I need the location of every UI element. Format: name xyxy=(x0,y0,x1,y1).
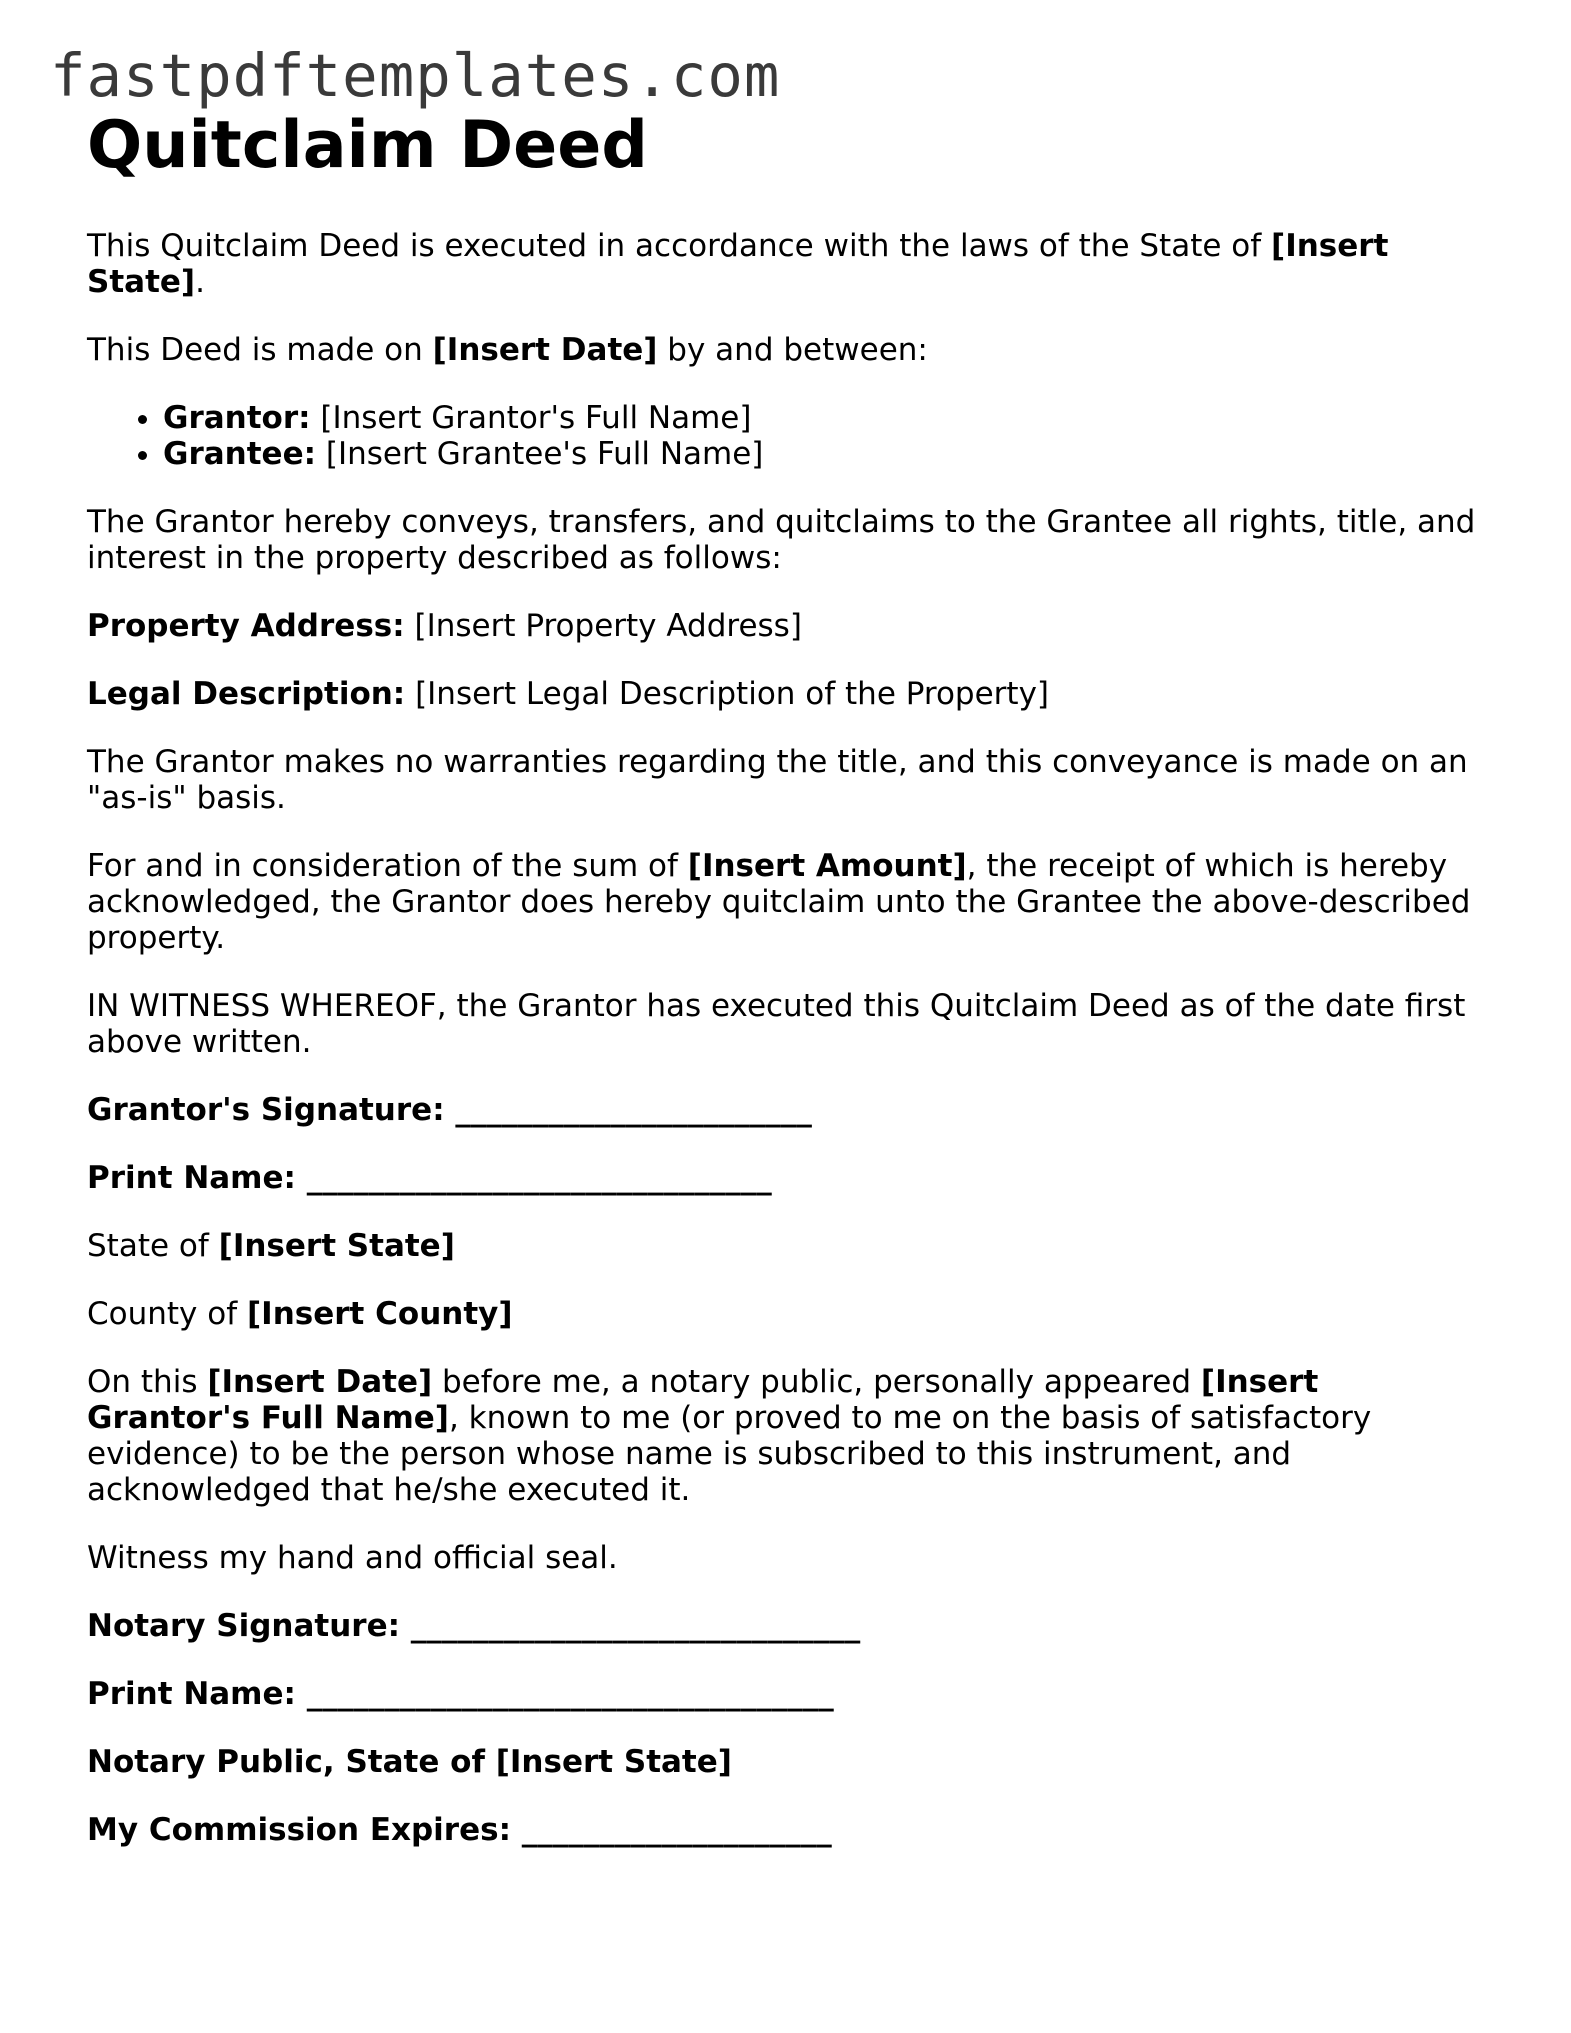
property-address-value: [Insert Property Address] xyxy=(404,608,802,644)
made-on-paragraph xyxy=(87,332,1487,368)
intro-period: . xyxy=(195,264,205,300)
property-address-line xyxy=(87,608,1487,644)
notary-print-name-line xyxy=(87,1676,1487,1712)
notary-name-placeholder: [Insert Grantor's Full Name] xyxy=(87,1364,1319,1436)
document-title: Quitclaim Deed xyxy=(87,108,648,183)
intro-text: This Quitclaim Deed is executed in accordance with the laws of the State of xyxy=(87,228,1272,264)
party-label: Grantee: xyxy=(163,436,316,472)
party-item-grantee xyxy=(163,436,1487,472)
consideration-amount-placeholder: [Insert Amount] xyxy=(687,848,967,884)
grantor-signature-line xyxy=(87,1092,1487,1128)
consideration-tail: , the receipt of which is hereby acknowledged, the Grantor does hereby quitclaim unto the Grantee the above-described property. xyxy=(87,848,1471,956)
watermark: fastpdftemplates.com xyxy=(50,41,781,110)
notary-date-placeholder: [Insert Date] xyxy=(207,1364,433,1400)
warranty-paragraph: The Grantor makes no warranties regarding the title, and this conveyance is made on an "as-is" basis. xyxy=(87,744,1468,816)
witness-whereof-paragraph: IN WITNESS WHEREOF, the Grantor has executed this Quitclaim Deed as of the date first above written. xyxy=(87,988,1466,1060)
notary-text: , known to me (or proved to me on the basis of satisfactory evidence) to be the person whose name is subscribed to this instrument, and acknowledged that he/she executed it. xyxy=(87,1400,1372,1508)
party-value: [Insert Grantee's Full Name] xyxy=(316,436,764,472)
grantor-signature-label: Grantor's Signature: _______________________ xyxy=(87,1092,812,1128)
consideration-paragraph xyxy=(87,848,1487,956)
grantor-print-name-label: Print Name: ______________________________ xyxy=(87,1160,772,1196)
state-placeholder: [Insert State] xyxy=(218,1228,455,1264)
property-address-label: Property Address: xyxy=(87,608,405,644)
state-line xyxy=(87,1228,1487,1264)
party-label: Grantor: xyxy=(163,400,311,436)
party-value: [Insert Grantor's Full Name] xyxy=(310,400,752,436)
conveys-paragraph: The Grantor hereby conveys, transfers, and quitclaims to the Grantee all rights, title, and interest in the property described as follows: xyxy=(87,504,1476,576)
made-on-tail: by and between: xyxy=(657,332,928,368)
notary-public-state-line xyxy=(87,1744,1487,1780)
county-placeholder: [Insert County] xyxy=(247,1296,513,1332)
intro-paragraph xyxy=(87,228,1487,300)
commission-expires-label: My Commission Expires: ____________________ xyxy=(87,1812,832,1848)
made-on-date-placeholder: [Insert Date] xyxy=(432,332,658,368)
commission-expires-line xyxy=(87,1812,1487,1848)
notary-signature-line xyxy=(87,1608,1487,1644)
parties-list xyxy=(87,400,1487,472)
witness-seal-paragraph: Witness my hand and official seal. xyxy=(87,1540,618,1576)
legal-description-label: Legal Description: xyxy=(87,676,406,712)
grantor-print-name-line xyxy=(87,1160,1487,1196)
state-text: State of xyxy=(87,1228,219,1264)
consideration-text: For and in consideration of the sum of xyxy=(87,848,688,884)
legal-description-value: [Insert Legal Description of the Property] xyxy=(405,676,1050,712)
deed-document xyxy=(87,108,1487,1880)
made-on-text: This Deed is made on xyxy=(87,332,433,368)
party-item-grantor xyxy=(163,400,1487,436)
notary-text: On this xyxy=(87,1364,208,1400)
county-line xyxy=(87,1296,1487,1332)
intro-state-placeholder: [Insert State] xyxy=(87,228,1389,300)
notary-public-state-label: Notary Public, State of [Insert State] xyxy=(87,1744,732,1780)
notary-print-name-label: Print Name: __________________________________ xyxy=(87,1676,834,1712)
notary-statement-paragraph xyxy=(87,1364,1487,1508)
notary-signature-label: Notary Signature: _____________________________ xyxy=(87,1608,861,1644)
county-text: County of xyxy=(87,1296,247,1332)
notary-text: before me, a notary public, personally appeared xyxy=(432,1364,1201,1400)
legal-description-line xyxy=(87,676,1487,712)
